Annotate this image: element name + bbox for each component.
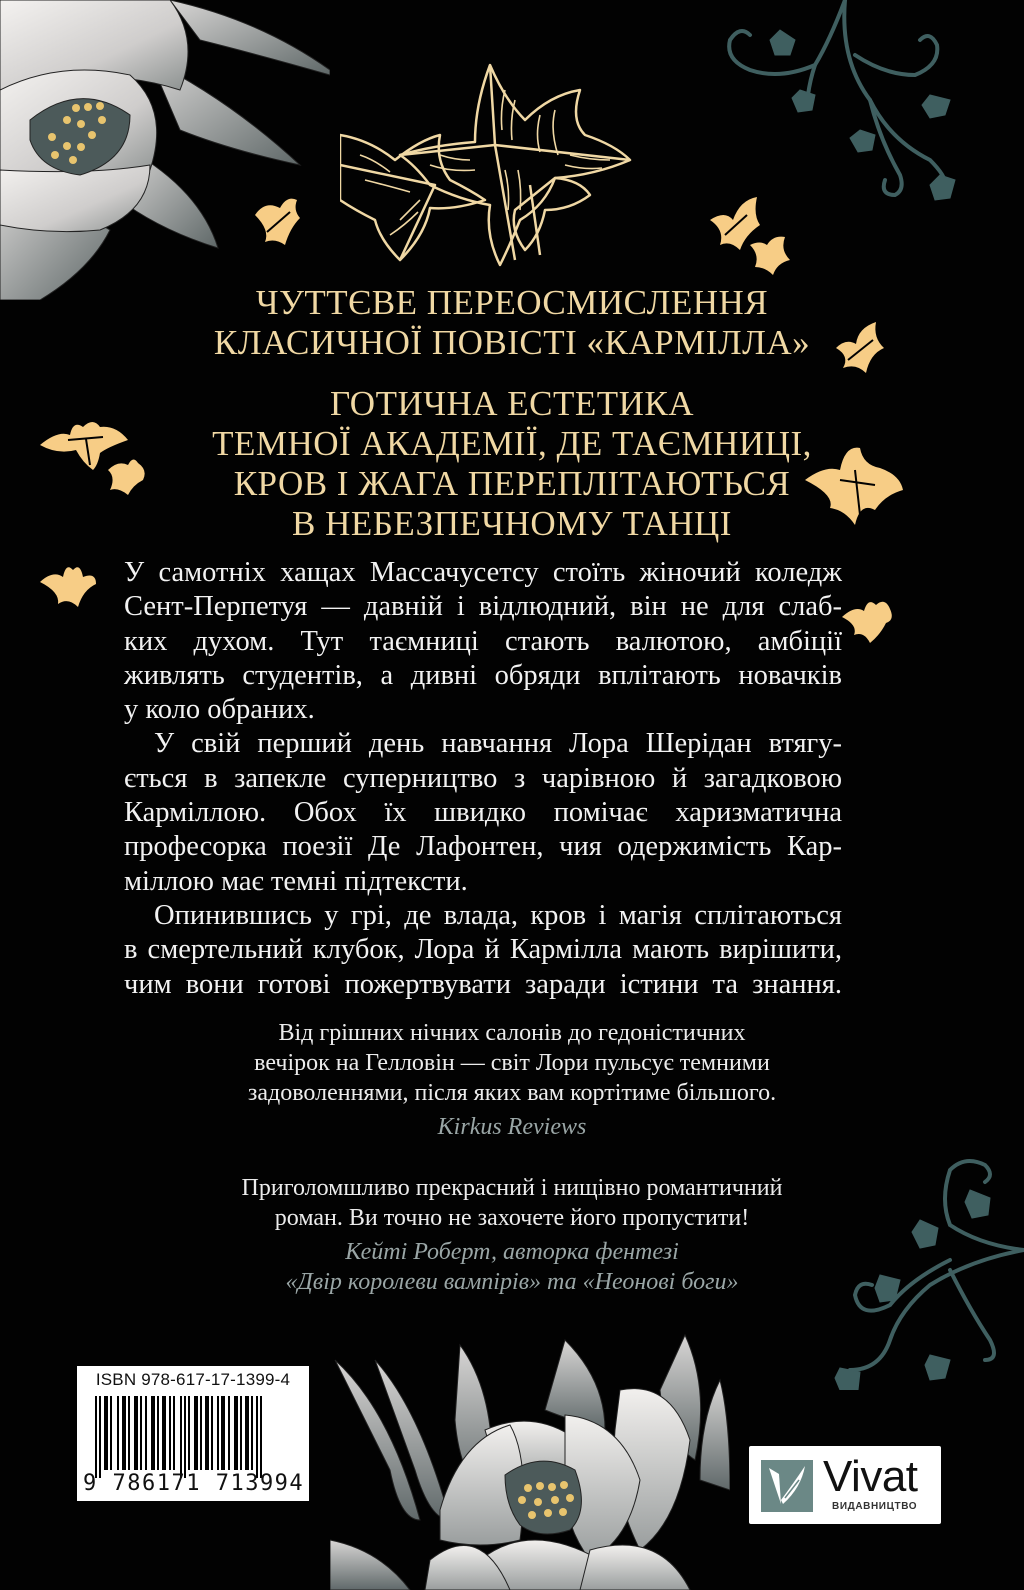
synopsis-paragraph (124, 727, 842, 898)
synopsis-paragraph (124, 556, 842, 727)
feather-icon (761, 1460, 813, 1512)
gold-leaf-icon (705, 195, 800, 280)
quote-source: Kirkus Reviews (437, 1114, 587, 1140)
gold-ivy-leaves-icon (340, 60, 640, 270)
tagline-line: В НЕБЕЗПЕЧНОМУ ТАНЦІ (292, 504, 732, 543)
gold-leaf-icon (245, 190, 305, 250)
book-synopsis (124, 556, 842, 1002)
synopsis-line: Опинившись у грі, де влада, кров і магія сплітаються (154, 899, 842, 931)
synopsis-line: Карміллою. Обох їх швидко помічає харизматична (124, 797, 842, 829)
quote-line: Приголомшливо прекрасний і нищівно романтичний (241, 1175, 783, 1201)
synopsis-line: Сент-Перпетуя — давній і відлюдний, він не для слаб- (124, 591, 842, 623)
teal-vine-icon (800, 1110, 1024, 1390)
gold-leaf-icon (38, 562, 98, 610)
isbn-barcode (77, 1366, 309, 1501)
tagline-reimagining (0, 283, 1024, 363)
publisher-logo (749, 1446, 941, 1524)
tagline-line: КЛАСИЧНОЇ ПОВІСТІ «КАРМІЛЛА» (213, 323, 811, 362)
quote-line: задоволеннями, після яких вам кортітиме більшого. (247, 1080, 777, 1106)
tagline-line: КРОВ І ЖАГА ПЕРЕПЛІТАЮТЬСЯ (233, 464, 791, 503)
tagline-gothic-aesthetic (0, 384, 1024, 544)
synopsis-line: в смертельний клубок, Лора й Кармілла мають вирішити, (124, 934, 842, 966)
lotus-flower-icon (330, 1320, 730, 1590)
tagline-line: ЧУТТЄВЕ ПЕРЕОСМИСЛЕННЯ (255, 283, 769, 322)
ean-digits: 9 786171 713994 (83, 1471, 305, 1496)
synopsis-paragraph (124, 899, 842, 1002)
quote-source: Кейті Роберт, авторка фентезі (345, 1239, 679, 1265)
synopsis-line: У самотніх хащах Массачусетсу стоїть жіночий коледж (124, 557, 842, 588)
synopsis-line: ких духом. Тут таємниці стають валютою, амбіції (124, 625, 842, 657)
lotus-flower-icon (0, 0, 330, 300)
synopsis-line: У свій перший день навчання Лора Шерідан втягу- (154, 728, 842, 760)
quote-line: роман. Ви точно не захочете його пропустити! (274, 1205, 750, 1231)
synopsis-line: у коло обраних. (124, 694, 315, 726)
synopsis-line: міллою має темні підтексти. (124, 865, 468, 897)
synopsis-line: професорка поезії Де Лафонтен, чия одержимість Кар- (124, 831, 842, 863)
gold-leaf-icon (840, 595, 895, 645)
synopsis-line: чим вони готові пожертвувати заради істини та знання. (124, 968, 842, 1000)
synopsis-line: ється в запекле суперництво з чарівною й загадковою (124, 762, 842, 794)
quote-line: Від грішних нічних салонів до гедоністичних (278, 1020, 746, 1046)
teal-vine-icon (700, 0, 1024, 220)
tagline-line: ТЕМНОЇ АКАДЕМІЇ, ДЕ ТАЄМНИЦІ, (212, 424, 812, 463)
quote-line: вечірок на Гелловін — світ Лори пульсує темними (254, 1050, 770, 1076)
tagline-line: ГОТИЧНА ЕСТЕТИКА (329, 384, 695, 423)
publisher-name: Vivat (823, 1452, 918, 1501)
isbn-label: ISBN 978-617-17-1399-4 (95, 1370, 291, 1389)
publisher-subtitle: ВИДАВНИЦТВО (832, 1501, 918, 1512)
barcode-bars (95, 1396, 295, 1470)
synopsis-line: живлять студентів, а дивні обряди вплітають новачків (124, 659, 842, 691)
quote-source: «Двір королеви вампірів» та «Неонові боги» (285, 1269, 739, 1295)
